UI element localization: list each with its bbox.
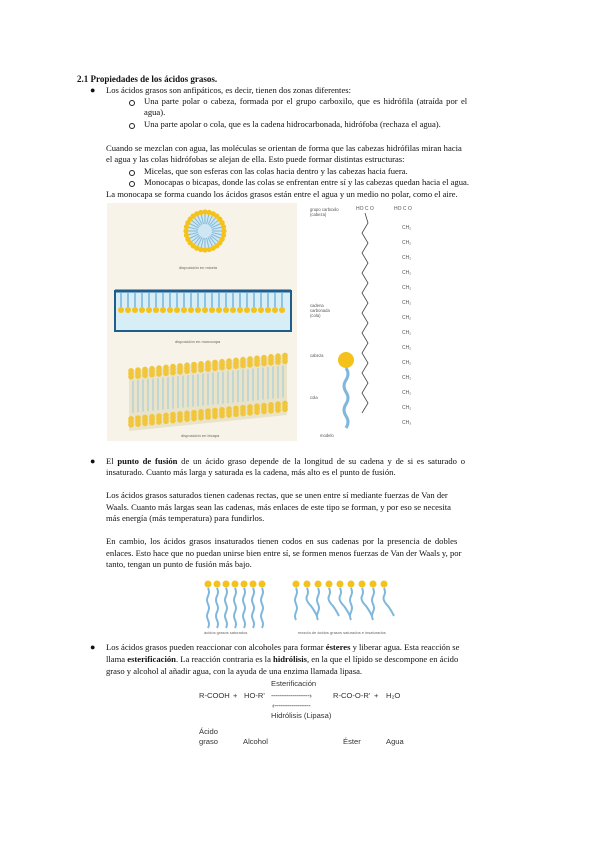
eq-plus2: + bbox=[374, 691, 379, 700]
formula-row: CH₂ bbox=[402, 315, 412, 321]
eq-product2: H₂O bbox=[386, 691, 401, 700]
melting-line1: El punto de fusión de un ácido graso depende de la longitud de su cadena y de si es saturado o bbox=[106, 456, 465, 466]
bullet1-lead: Los ácidos grasos son anfipáticos, es decir, tienen dos zonas diferentes: bbox=[106, 85, 351, 95]
bullet-dot: ● bbox=[90, 642, 96, 652]
water-item1: Micelas, que son esferas con las colas hacia dentro y las cabezas hacia fuera. bbox=[144, 166, 408, 176]
ester-line3: graso y alcohol al añadir agua, con la ayuda de una enzima llamada lipasa. bbox=[106, 666, 363, 676]
label-head: cabeza bbox=[310, 353, 324, 358]
ester-line1: Los ácidos grasos pueden reaccionar con alcoholes para formar ésteres y liberar agua. Esta reacción se bbox=[106, 642, 460, 652]
eq-backward-arrow: ‹----------------- bbox=[272, 701, 311, 710]
unsaturated-line3: tanto, tengan un punto de fusión más bajo. bbox=[106, 559, 252, 569]
caption-bilayer: disposición en bicapa bbox=[181, 433, 220, 438]
formula-column bbox=[402, 221, 411, 431]
sub-bullet bbox=[129, 170, 135, 176]
formula-row: CH₂ bbox=[402, 225, 412, 231]
formula-row: CH₂ bbox=[402, 300, 412, 306]
caption-mixed: mezcla de ácidos grasos saturados e insaturados bbox=[298, 630, 386, 635]
bilayer-illustration bbox=[128, 353, 288, 431]
formula-top-left: HO C O bbox=[356, 206, 374, 212]
sub-bullet bbox=[129, 123, 135, 129]
formula-row: CH₃ bbox=[402, 420, 412, 426]
melting-line2: insaturado. Cuanto más larga y saturada es la cadena, más alto es el punto de fusión. bbox=[106, 467, 396, 477]
formula-row: CH₂ bbox=[402, 255, 412, 261]
micelle-illustration bbox=[183, 209, 226, 252]
eq-name-acid-2: graso bbox=[199, 737, 218, 746]
formula-row: CH₂ bbox=[402, 360, 412, 366]
formula-top-right: HO C O bbox=[394, 206, 412, 212]
bullet-dot: ● bbox=[90, 456, 96, 466]
bullet1-sub2: Una parte apolar o cola, que es la cadena hidrocarbonada, hidrófoba (rechaza el agua). bbox=[144, 119, 441, 129]
water-line3: La monocapa se forma cuando los ácidos grasos están entre el agua y un medio no polar, como el aire. bbox=[106, 189, 458, 199]
eq-name-water: Agua bbox=[386, 737, 404, 746]
label-tail: cadena carbonada (cola) bbox=[310, 303, 330, 318]
bullet-dot: ● bbox=[90, 85, 96, 95]
eq-name-alcohol: Alcohol bbox=[243, 737, 268, 746]
label-head-group: grupo carboxilo (cabeza) bbox=[310, 207, 339, 217]
formula-row: CH₂ bbox=[402, 345, 412, 351]
caption-monolayer: disposición en monocapa bbox=[175, 339, 221, 344]
label-cola: cola bbox=[310, 395, 318, 400]
eq-plus1: + bbox=[233, 691, 238, 700]
caption-micelle: disposición en micela bbox=[179, 265, 218, 270]
water-line1: Cuando se mezclan con agua, las moléculas se orientan de forma que las cabezas hidrófilas miran hacia bbox=[106, 143, 462, 153]
eq-esterification-label: Esterificación bbox=[271, 679, 317, 688]
formula-row: CH₂ bbox=[402, 270, 412, 276]
eq-reactant2: HO-R' bbox=[244, 691, 265, 700]
formula-row: CH₂ bbox=[402, 285, 412, 291]
fatty-acid-model-figure bbox=[310, 203, 490, 441]
section-heading: 2.1 Propiedades de los ácidos grasos. bbox=[77, 74, 218, 84]
unsaturated-line2: enlaces. Esto hace que no puedan unirse bien entre sí, se formen menos fuerzas de Van der Waals y, por bbox=[106, 548, 462, 558]
eq-forward-arrow: ------------------› bbox=[271, 691, 312, 700]
saturated-line2: Waals. Cuanto más largas sean las cadenas, más enlaces de este tipo se forman, y por eso se necesita bbox=[106, 502, 451, 512]
unsaturated-line1: En cambio, los ácidos grasos insaturados tienen codos en sus cadenas por la presencia de dobles bbox=[106, 536, 458, 546]
eq-name-acid-1: Ácido bbox=[199, 727, 218, 736]
eq-reactant1: R-COOH bbox=[199, 691, 230, 700]
bullet1-sub1-cont: agua). bbox=[144, 107, 166, 117]
formula-row: CH₂ bbox=[402, 240, 412, 246]
formula-row: CH₂ bbox=[402, 330, 412, 336]
chain-zigzag bbox=[362, 213, 368, 413]
monolayer-illustration bbox=[115, 291, 291, 331]
sub-bullet bbox=[129, 100, 135, 106]
formula-row: CH₂ bbox=[402, 405, 412, 411]
eq-name-ester: Éster bbox=[343, 737, 361, 746]
label-model: modelo bbox=[320, 433, 334, 438]
saturated-unsaturated-figure bbox=[200, 578, 400, 636]
saturated-line3: más energía (más temperatura) para fundirlos. bbox=[106, 513, 265, 523]
water-item2: Monocapas o bicapas, donde las colas se enfrentan entre sí y las cabezas quedan hacia el agua. bbox=[144, 177, 469, 187]
eq-hydrolysis-label: Hidrólisis (Lipasa) bbox=[271, 711, 332, 720]
water-line2: el agua y las colas hidrófobas se alejan de ella. Esto puede formar distintas estructuras: bbox=[106, 154, 405, 164]
formula-row: CH₂ bbox=[402, 375, 412, 381]
ester-line2: llama esterificación. La reacción contraria es la hidrólisis, en la que el lípido se descompone en ácido bbox=[106, 654, 459, 664]
tail-illustration bbox=[344, 368, 348, 428]
sub-bullet bbox=[129, 181, 135, 187]
bullet1-sub1: Una parte polar o cabeza, formada por el grupo carboxilo, que es hidrófila (atraída por el bbox=[144, 96, 468, 106]
lipid-structures-figure bbox=[107, 203, 297, 441]
formula-row: CH₂ bbox=[402, 390, 412, 396]
eq-product1: R-CO-O-R' bbox=[333, 691, 371, 700]
caption-saturated: ácidos grasos saturados bbox=[204, 630, 248, 635]
saturated-line1: Los ácidos grasos saturados tienen cadenas rectas, que se unen entre sí mediante fuerzas de Van der bbox=[106, 490, 448, 500]
